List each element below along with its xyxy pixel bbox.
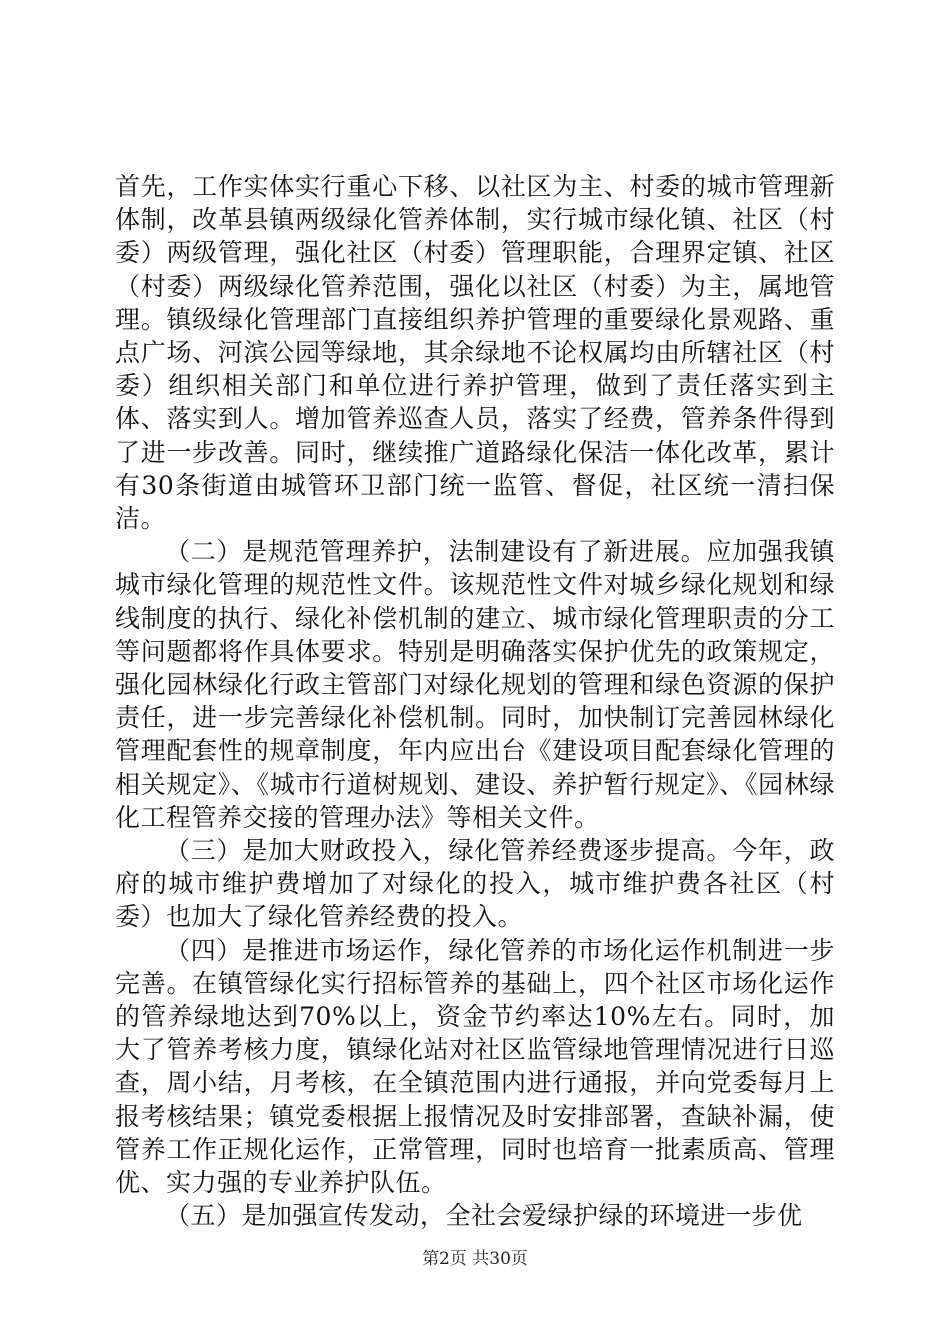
document-body [115,170,835,1233]
page-footer: 第2页 共30页 [422,1249,528,1269]
paragraph-2: （二）是规范管理养护，法制建设有了新进展。应加强我镇城市绿化管理的规范性文件。该规范性文件对城乡绿化规划和绿线制度的执行、绿化补偿机制的建立、城市绿化管理职责的分工等问题都将作具体要求。特别是明确落实保护优先的政策规定，强化园林绿化行政主管部门对绿化规划的管理和绿色资源的保护责任，进一步完善绿化补偿机制。同时，加快制订完善园林绿化管理配套性的规章制度，年内应出台《建设项目配套绿化管理的相关规定》、《城市行道树规划、建设、养护暂行规定》、《园林绿化工程管养交接的管理办法》等相关文件。 [115,537,835,832]
paragraph-1: 首先，工作实体实行重心下移、以社区为主、村委的城市管理新体制，改革县镇两级绿化管养体制，实行城市绿化镇、社区（村委）两级管理，强化社区（村委）管理职能，合理界定镇、社区（村委）两级绿化管养范围，强化以社区（村委）为主，属地管理。镇级绿化管理部门直接组织养护管理的重要绿化景观路、重点广场、河滨公园等绿地，其余绿地不论权属均由所辖社区（村委）组织相关部门和单位进行养护管理，做到了责任落实到主体、落实到人。增加管养巡查人员，落实了经费，管养条件得到了进一步改善。同时，继续推广道路绿化保洁一体化改革，累计有30条街道由城管环卫部门统一监管、督促，社区统一清扫保洁。 [115,172,835,534]
paragraph-4: （四）是推进市场运作，绿化管养的市场化运作机制进一步完善。在镇管绿化实行招标管养的基础上，四个社区市场化运作的管养绿地达到70%以上，资金节约率达10%左右。同时，加大了管养考核力度，镇绿化站对社区监管绿地管理情况进行日巡查，周小结，月考核，在全镇范围内进行通报，并向党委每月上报考核结果；镇党委根据上报情况及时安排部署，查缺补漏，使管养工作正规化运作，正常管理，同时也培育一批素质高、管理优、实力强的专业养护队伍。 [115,935,835,1198]
paragraph-3: （三）是加大财政投入，绿化管养经费逐步提高。今年，政府的城市维护费增加了对绿化的投入，城市维护费各社区（村委）也加大了绿化管养经费的投入。 [115,836,835,932]
paragraph-5: （五）是加强宣传发动，全社会爱绿护绿的环境进一步优 [165,1201,803,1231]
